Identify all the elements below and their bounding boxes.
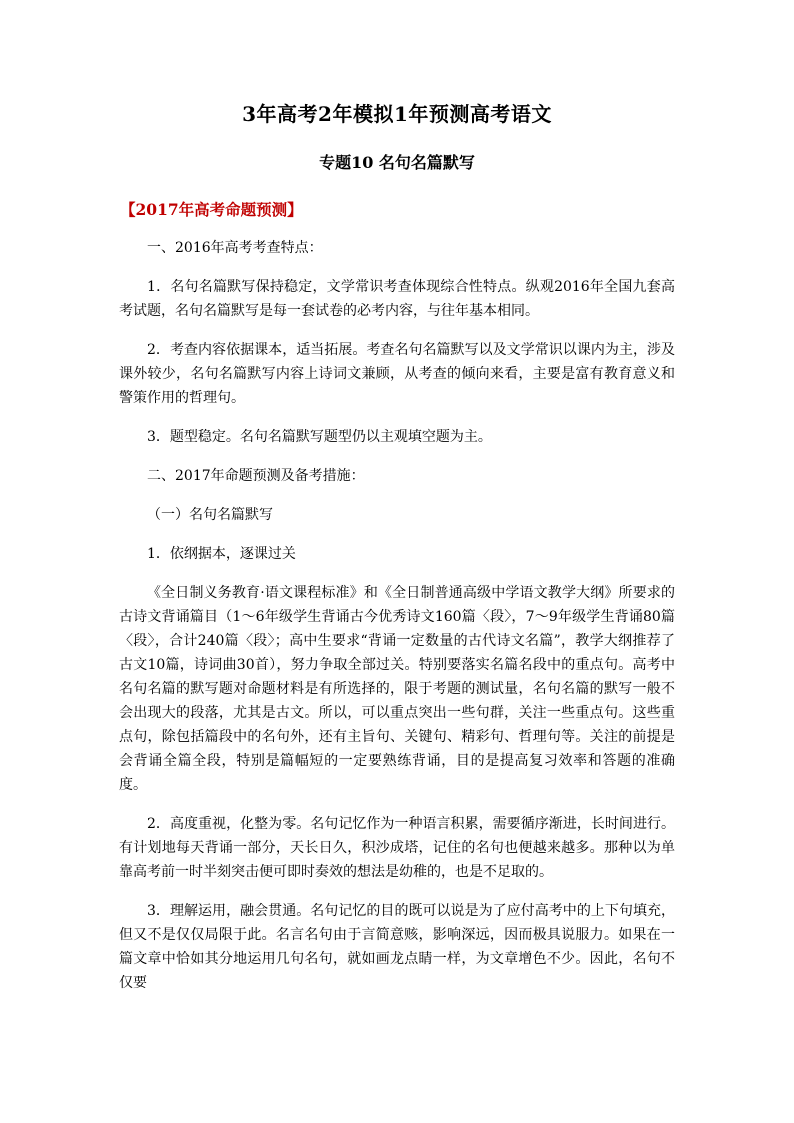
document-body bbox=[119, 236, 675, 1010]
paragraph: 1．依纲据本，逐课过关 bbox=[147, 546, 296, 562]
paragraph: 一、2016年高考考查特点： bbox=[147, 240, 323, 256]
paragraph: 3．题型稳定。名句名篇默写题型仍以主观填空题为主。 bbox=[147, 429, 492, 445]
section-heading: 【2017年高考命题预测】 bbox=[120, 200, 303, 219]
paragraph: 二、2017年命题预测及备考措施： bbox=[147, 468, 365, 484]
document-subtitle: 专题10 名句名篇默写 bbox=[319, 153, 475, 172]
paragraph: 1．名句名篇默写保持稳定，文学常识考查体现综合性特点。纵观2016年全国九套高考试题，名句名篇默写是每一套试卷的必考内容，与往年基本相同。 bbox=[119, 279, 675, 319]
document-title: 3年高考2年模拟1年预测高考语文 bbox=[242, 102, 552, 126]
paragraph: 《全日制义务教育·语文课程标准》和《全日制普通高级中学语文教学大纲》所要求的古诗文背诵篇目（1～6年级学生背诵古今优秀诗文160篇〈段〉，7～9年级学生背诵80篇〈段〉，合计240篇〈段〉；高中生要求“背诵一定数量的古代诗文名篇”，教学大纲推荐了古文10篇，诗词曲30首），努力争取全部过关。特别要落实名篇名段中的重点句。高考中名句名篇的默写题对命题材料是有所选择的，限于考题的测试量，名句名篇的默写一般不会出现大的段落，尤其是古文。所以，可以重点突出一些句群，关注一些重点句。这些重点句，除包括篇段中的名句外，还有主旨句、关键句、精彩句、哲理句等。关注的前提是会背诵全篇全段，特别是篇幅短的一定要熟练背诵，目的是提高复习效率和答题的准确度。 bbox=[119, 585, 675, 793]
paragraph: 2．考查内容依据课本，适当拓展。考查名句名篇默写以及文学常识以课内为主，涉及课外较少，名句名篇默写内容上诗词文兼顾，从考查的倾向来看，主要是富有教育意义和警策作用的哲理句。 bbox=[119, 342, 675, 406]
paragraph: 3．理解运用，融会贯通。名句记忆的目的既可以说是为了应付高考中的上下句填充，但又不是仅仅局限于此。名言名句由于言简意赅，影响深远，因而极具说服力。如果在一篇文章中恰如其分地运用几句名句，就如画龙点睛一样，为文章增色不少。因此，名句不仅要 bbox=[119, 903, 675, 991]
paragraph: （一）名句名篇默写 bbox=[147, 507, 273, 523]
paragraph: 2．高度重视，化整为零。名句记忆作为一种语言积累，需要循序渐进，长时间进行。有计划地每天背诵一部分，天长日久，积沙成塔，记住的名句也便越来越多。那种以为单靠高考前一时半刻突击便可即时奏效的想法是幼稚的，也是不足取的。 bbox=[119, 816, 675, 880]
